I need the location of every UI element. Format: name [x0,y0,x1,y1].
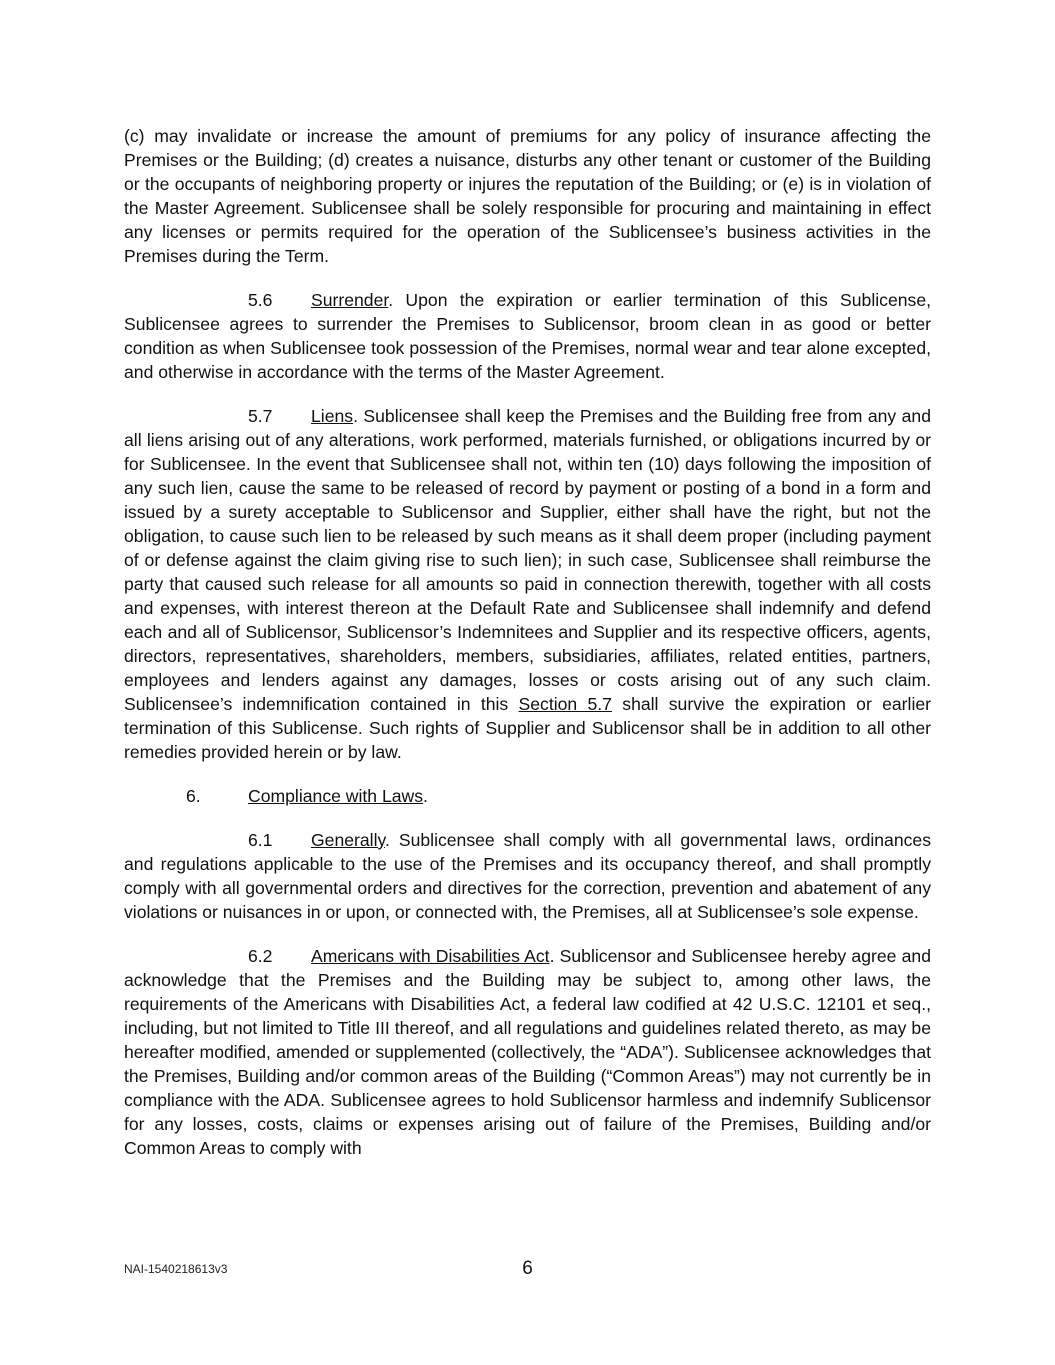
section-title: Generally [311,830,385,850]
section-title: Compliance with Laws [248,786,424,806]
section-text: . Sublicensor and Sublicensee hereby agree and acknowledge that the Premises and the Building may be subject to, among other laws, the requirements of the Americans with Disabilities Act, a federal law codified at 42 U.S.C. 12101 et seq., including, but not limited to Title III thereof, and all regulations and guidelines related thereto, as may be hereafter modified, amended or supplemented (collectively, the “ADA”). Sublicensee acknowledges that the Premises, Building and/or common areas of the Building (“Common Areas”) may not currently be in compliance with the ADA. Sublicensee agrees to hold Sublicensor harmless and indemnify Sublicensor for any losses, costs, claims or expenses arising out of failure of the Premises, Building and/or Common Areas to comply with [124,946,931,1158]
section-6-2 [124,944,931,1160]
section-title: Surrender [311,290,389,310]
document-id: NAI-1540218613v3 [124,1262,228,1276]
section-title: Americans with Disabilities Act [311,946,550,966]
section-number: 6.2 [248,946,273,966]
section-reference: Section 5.7 [518,694,612,714]
section-5-7 [124,404,931,764]
section-text: . Sublicensee shall keep the Premises and the Building free from any and all liens arising out of any alterations, work performed, materials furnished, or obligations incurred by or for Sublicensee. In the event that Sublicensee shall not, within ten (10) days following the imposition of any such lien, cause the same to be released of record by payment or posting of a bond in a form and issued by a surety acceptable to Sublicensor and Supplier, either shall have the right, but not the obligation, to cause such lien to be released by such means as it shall deem proper (including payment of or defense against the claim giving rise to such lien); in such case, Sublicensee shall reimburse the party that caused such release for all amounts so paid in connection therewith, together with all costs and expenses, with interest thereon at the Default Rate and Sublicensee shall indemnify and defend each and all of Sublicensor, Sublicensor’s Indemnitees and Supplier and its respective officers, agents, directors, representatives, shareholders, members, subsidiaries, affiliates, related entities, partners, employees and lenders against any damages, losses or costs arising out of any such claim. Sublicensee’s indemnification contained in this [124,406,931,714]
section-title: Liens [311,406,354,426]
section-number: 6. [186,786,201,806]
paragraph-continuation: (c) may invalidate or increase the amount of premiums for any policy of insurance affecting the Premises or the Building; (d) creates a nuisance, disturbs any other tenant or customer of the Building or the occupants of neighboring property or injures the reputation of the Building; or (e) is in violation of the Master Agreement. Sublicensee shall be solely responsible for procuring and maintaining in effect any licenses or permits required for the operation of the Sublicensee’s business activities in the Premises during the Term. [124,126,931,266]
section-text: . Sublicensee shall comply with all governmental laws, ordinances and regulations applicable to the use of the Premises and its occupancy thereof, and shall promptly comply with all governmental orders and directives for the correction, prevention and abatement of any violations or nuisances in or upon, or connected with, the Premises, all at Sublicensee’s sole expense. [124,830,931,922]
section-5-6 [124,288,931,384]
section-text-continued: shall survive the expiration or earlier termination of this Sublicense. Such rights of Supplier and Sublicensor shall be in addition to all other remedies provided herein or by law. [124,694,931,762]
page-number: 6 [522,1258,533,1279]
section-6-1 [124,828,931,924]
document-body [124,124,931,1180]
section-number: 5.6 [248,290,273,310]
section-text: . [423,786,428,806]
section-text: . Upon the expiration or earlier termination of this Sublicense, Sublicensee agrees to surrender the Premises to Sublicensor, broom clean in as good or better condition as when Sublicensee took possession of the Premises, normal wear and tear alone excepted, and otherwise in accordance with the terms of the Master Agreement. [124,290,931,382]
section-number: 5.7 [248,406,273,426]
section-6-heading [186,784,931,808]
section-number: 6.1 [248,830,273,850]
